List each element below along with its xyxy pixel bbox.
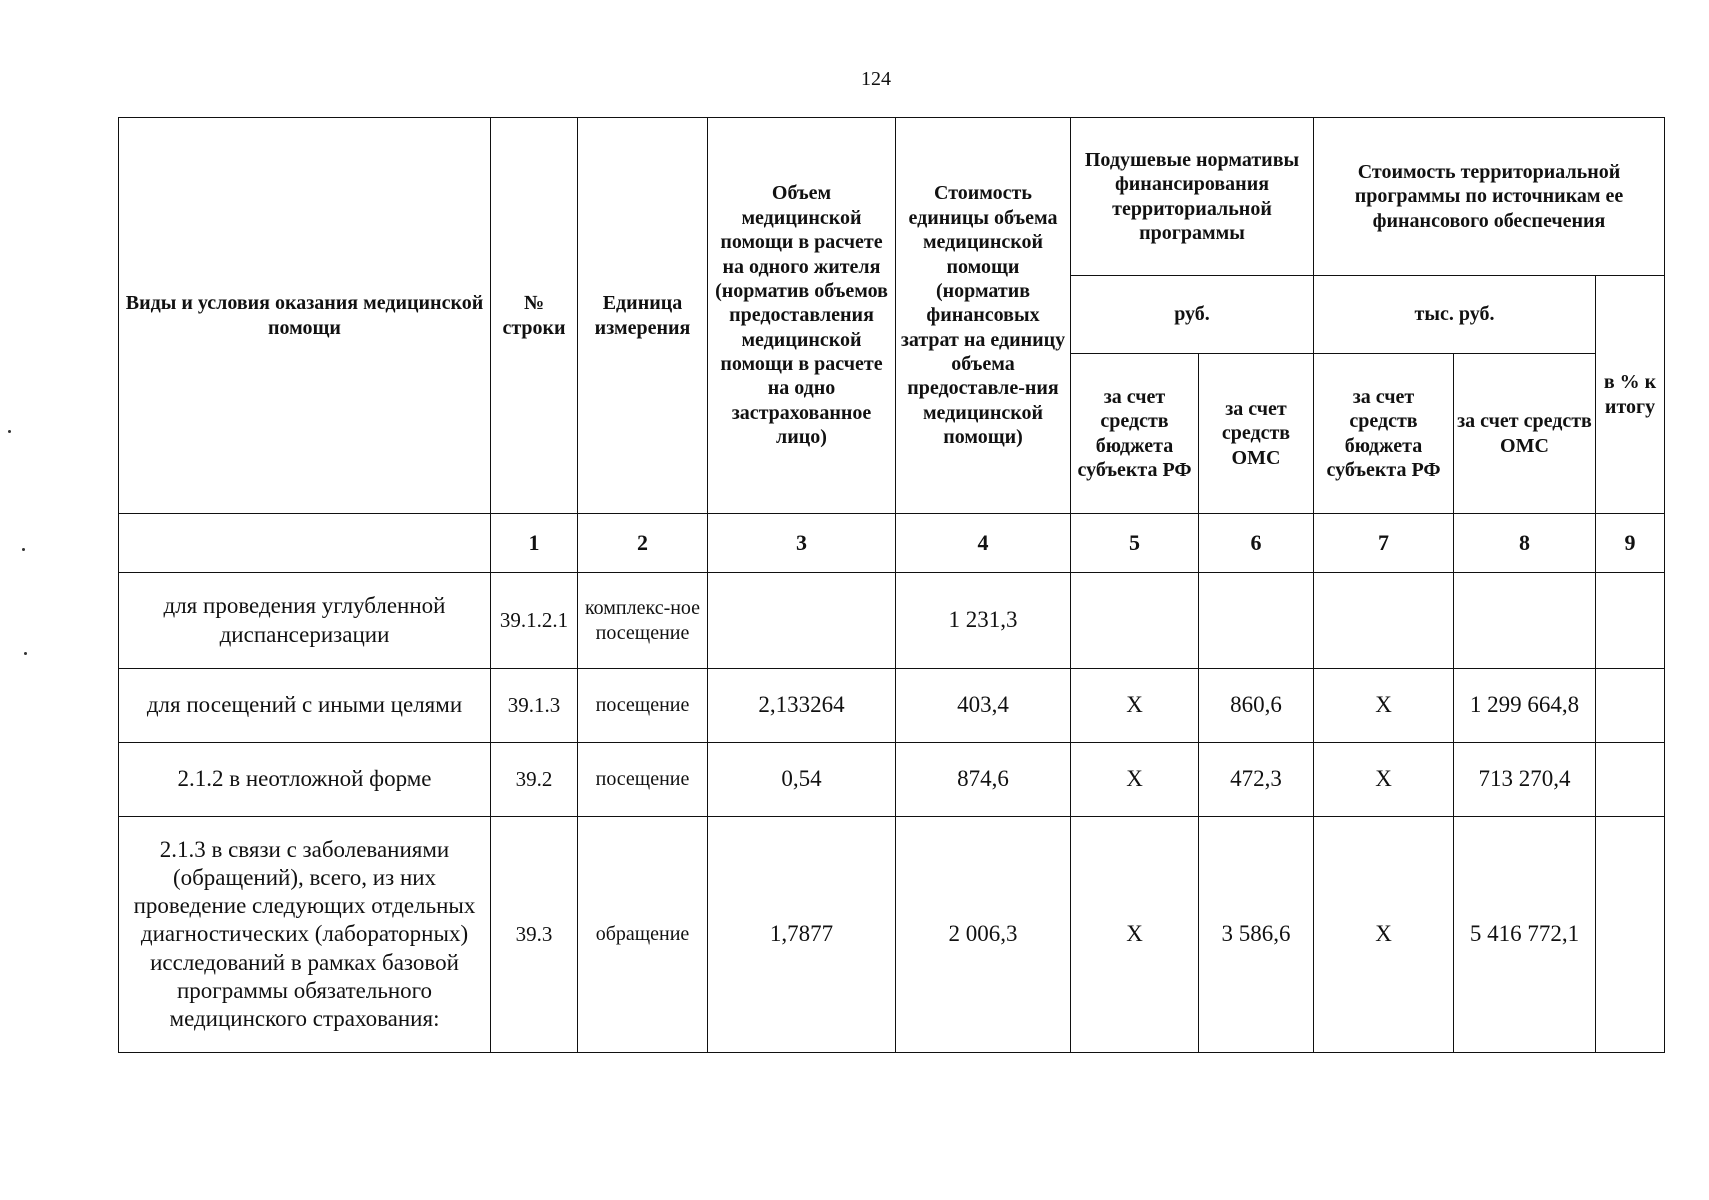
cell-cost: 874,6 [896,743,1071,817]
header-col7-regional-budget: за счет средств бюджета субъекта РФ [1314,354,1454,514]
cell-col9 [1596,573,1665,669]
cell-col7: X [1314,817,1454,1053]
cell-col6: 472,3 [1199,743,1314,817]
header-col8-oms: за счет средств ОМС [1454,354,1596,514]
cell-col7: X [1314,743,1454,817]
header-unit-thousand-rub: тыс. руб. [1314,276,1596,354]
cell-col7: X [1314,669,1454,743]
table-row [119,743,1665,817]
cell-cost: 2 006,3 [896,817,1071,1053]
column-number-row [119,514,1665,573]
cell-col9 [1596,817,1665,1053]
header-row-number: № строки [491,118,578,514]
column-number: 1 [491,514,578,573]
cell-col6 [1199,573,1314,669]
scan-speck [24,652,27,655]
cell-col9 [1596,743,1665,817]
cell-col8: 713 270,4 [1454,743,1596,817]
cell-col5: X [1071,817,1199,1053]
header-per-capita-group: Подушевые нормативы финансирования территориальной программы [1071,118,1314,276]
header-volume: Объем медицинской помощи в расчете на одного жителя (норматив объемов предоставления медицинской помощи в расчете на одно застрахованное лицо) [708,118,896,514]
cell-row-number: 39.1.2.1 [491,573,578,669]
header-unit-rub: руб. [1071,276,1314,354]
column-number: 4 [896,514,1071,573]
scan-speck [22,548,25,551]
cell-unit: комплекс-ное посещение [578,573,708,669]
scan-speck [8,430,11,433]
column-number: 2 [578,514,708,573]
header-unit-cost: Стоимость единицы объема медицинской помощи (норматив финансовых затрат на единицу объема предоставле-ния медицинской помощи) [896,118,1071,514]
column-number: 3 [708,514,896,573]
cell-volume [708,573,896,669]
cell-col5: X [1071,669,1199,743]
column-number: 8 [1454,514,1596,573]
cell-row-number: 39.1.3 [491,669,578,743]
header-unit: Единица измерения [578,118,708,514]
column-number: 6 [1199,514,1314,573]
column-number-blank [119,514,491,573]
cell-col5 [1071,573,1199,669]
cell-unit: посещение [578,669,708,743]
cell-unit: посещение [578,743,708,817]
cell-col8: 1 299 664,8 [1454,669,1596,743]
cell-col8: 5 416 772,1 [1454,817,1596,1053]
cell-col7 [1314,573,1454,669]
cell-unit: обращение [578,817,708,1053]
cell-row-number: 39.3 [491,817,578,1053]
cell-col9 [1596,669,1665,743]
cell-kind: 2.1.2 в неотложной форме [119,743,491,817]
cell-col5: X [1071,743,1199,817]
cell-kind: для посещений с иными целями [119,669,491,743]
table-row [119,817,1665,1053]
cell-col6: 3 586,6 [1199,817,1314,1053]
header-col5-regional-budget: за счет средств бюджета субъекта РФ [1071,354,1199,514]
cell-volume: 2,133264 [708,669,896,743]
cell-kind: 2.1.3 в связи с заболеваниями (обращений), всего, из них проведение следующих отдельных диагностических (лабораторных) исследований в рамках базовой программы обязательного медицинского страхования: [119,817,491,1053]
header-kinds-of-care: Виды и условия оказания медицинской помощи [119,118,491,514]
cell-cost: 1 231,3 [896,573,1071,669]
header-program-cost-group: Стоимость территориальной программы по источникам ее финансового обеспечения [1314,118,1665,276]
header-col6-oms: за счет средств ОМС [1199,354,1314,514]
page-number: 124 [861,68,891,90]
cell-volume: 0,54 [708,743,896,817]
column-number: 9 [1596,514,1665,573]
cell-kind: для проведения углубленной диспансеризации [119,573,491,669]
cell-cost: 403,4 [896,669,1071,743]
table-row [119,573,1665,669]
table-row [119,669,1665,743]
header-percent-of-total: в % к итогу [1596,276,1665,514]
cell-col6: 860,6 [1199,669,1314,743]
column-number: 7 [1314,514,1454,573]
cell-volume: 1,7877 [708,817,896,1053]
cell-col8 [1454,573,1596,669]
column-number: 5 [1071,514,1199,573]
financing-table [118,117,1665,1053]
cell-row-number: 39.2 [491,743,578,817]
